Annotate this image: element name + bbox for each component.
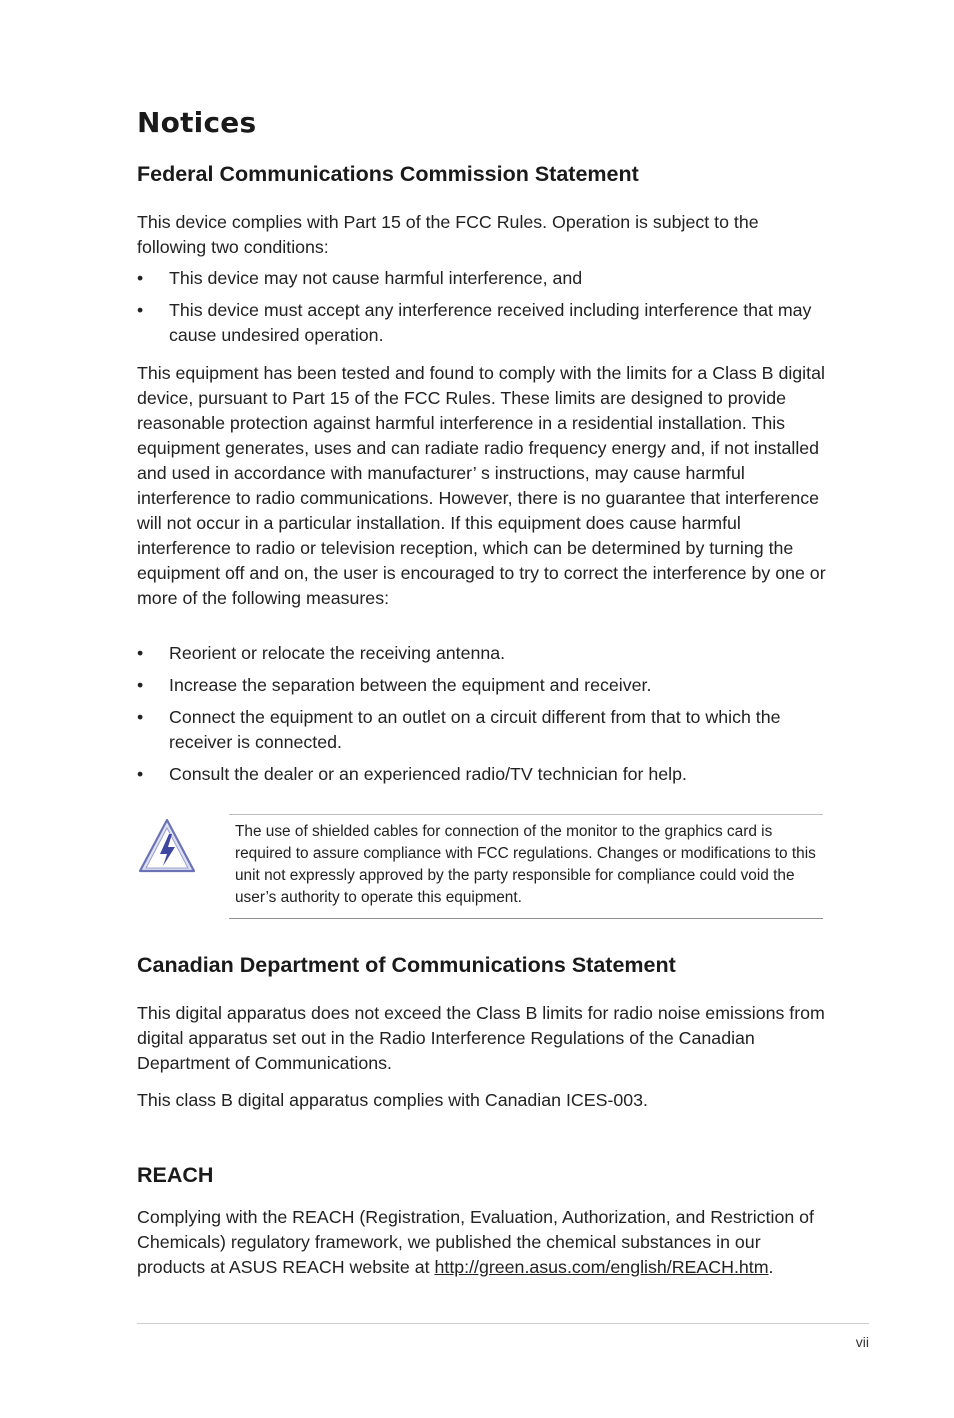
canada-paragraph-2: This class B digital apparatus complies with Canadian ICES-003. bbox=[137, 1090, 648, 1110]
canada-heading: Canadian Department of Communications Statement bbox=[137, 953, 676, 977]
canada-paragraph-1: This digital apparatus does not exceed the Class B limits for radio noise emissions from digital apparatus set out in the Radio Interference Regulations of the Canadian Department of Communications. bbox=[137, 1003, 825, 1073]
footer-divider bbox=[137, 1323, 869, 1324]
reach-link[interactable]: http://green.asus.com/english/REACH.htm bbox=[434, 1257, 769, 1277]
bullet-icon: • bbox=[137, 707, 144, 727]
list-item: • This device must accept any interference received including interference that may cause undesired operation. bbox=[137, 300, 812, 345]
list-item: • Connect the equipment to an outlet on a circuit different from that to which the receiver is connected. bbox=[137, 707, 781, 752]
reach-paragraph: Complying with the REACH (Registration, Evaluation, Authorization, and Restriction of Chemicals) regulatory framework, we published the chemical substances in our products at ASUS REACH website at http://green.asus.com/english/REACH.htm. bbox=[137, 1207, 814, 1277]
page-title: Notices bbox=[137, 106, 257, 139]
fcc-note: The use of shielded cables for connection of the monitor to the graphics card is required to assure compliance with FCC regulations. Changes or modifications to this unit not expressly approved by the party responsible for compliance could void the user’s authority to operate this equipment. bbox=[235, 823, 816, 906]
list-item: • Reorient or relocate the receiving antenna. bbox=[137, 641, 827, 666]
note-top-divider bbox=[229, 814, 823, 815]
list-item: • Consult the dealer or an experienced radio/TV technician for help. bbox=[137, 762, 827, 787]
bullet-icon: • bbox=[137, 300, 144, 320]
page-number: vii bbox=[855, 1334, 869, 1350]
fcc-measures-list bbox=[137, 641, 827, 787]
fcc-intro: This device complies with Part 15 of the FCC Rules. Operation is subject to the following two conditions: bbox=[137, 212, 759, 257]
list-item: • Increase the separation between the equipment and receiver. bbox=[137, 673, 827, 698]
fcc-conditions-list bbox=[137, 266, 827, 348]
list-item: • This device may not cause harmful interference, and bbox=[137, 266, 827, 291]
bullet-icon: • bbox=[137, 643, 144, 663]
fcc-body: This equipment has been tested and found to comply with the limits for a Class B digital device, pursuant to Part 15 of the FCC Rules. These limits are designed to provide reasonable protection against harmful interference in a residential installation. This equipment generates, uses and can radiate radio frequency energy and, if not installed and used in accordance with manufacturer’ s instructions, may cause harmful interference to radio communications. However, there is no guarantee that interference will not occur in a particular installation. If this equipment does cause harmful interference to radio or television reception, which can be determined by turning the equipment off and on, the user is encouraged to try to correct the interference by one or more of the following measures: bbox=[137, 363, 826, 608]
note-bottom-divider bbox=[229, 918, 823, 919]
fcc-heading: Federal Communications Commission Statement bbox=[137, 162, 639, 186]
reach-heading: REACH bbox=[137, 1163, 214, 1187]
bullet-icon: • bbox=[137, 675, 144, 695]
bullet-icon: • bbox=[137, 764, 144, 784]
bullet-icon: • bbox=[137, 268, 144, 288]
warning-lightning-icon bbox=[136, 816, 198, 876]
